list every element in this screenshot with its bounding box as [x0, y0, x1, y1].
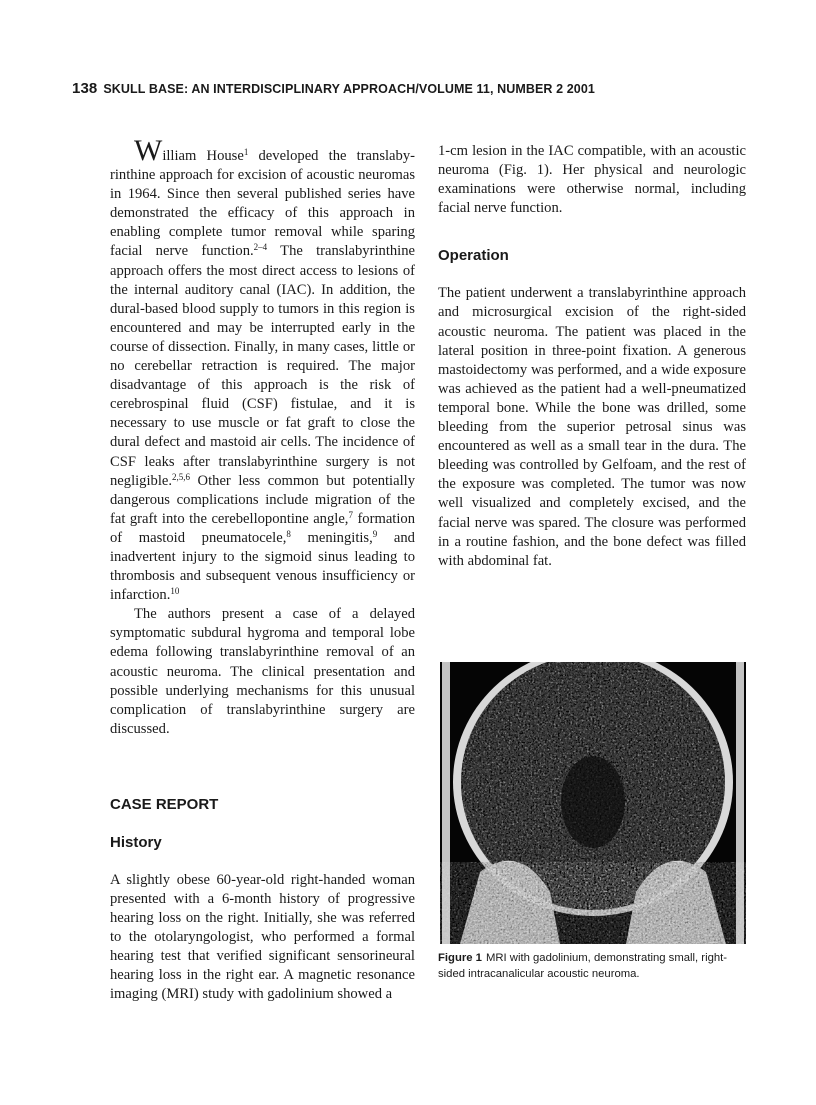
drop-cap: W — [134, 134, 163, 167]
citation-superscript: 8 — [286, 528, 291, 539]
operation-heading: Operation — [438, 247, 509, 265]
citation-superscript: 10 — [170, 586, 180, 597]
citation-superscript: 7 — [348, 509, 353, 520]
right-column — [438, 142, 746, 571]
history-continuation: 1-cm lesion in the IAC compatible, with an acoustic neuroma (Fig. 1). Her physical and neurologic examinations were otherwise normal, including facial nerve function. — [438, 143, 746, 217]
mri-scan-illustration — [440, 662, 746, 944]
figure-caption-text: MRI with gadolinium, demonstrating small, right-sided intracanalicular acoustic neuroma. — [438, 952, 728, 980]
figure-caption — [438, 950, 750, 982]
intro-text-segment: formation of mastoid pneumatocele, — [110, 510, 415, 546]
intro-paragraph-2: The authors present a case of a delayed symptomatic subdural hygroma and temporal lobe edema following translabyrinthine removal of an acoustic neuroma. The clinical presentation and possible underlying mechanisms for this unusual complication of translabyrinthine surgery are discussed. — [110, 606, 415, 737]
operation-paragraph: The patient underwent a translabyrinthine approach and microsurgical excision of the right-sided acoustic neuroma. The patient was placed in the lateral position in three-point fixation. A generous mastoidectomy was performed, and a wide exposure was achieved as the patient had a well-pneumatized temporal bone. While the bone was drilled, some bleeding from the superior petrosal sinus was encountered as well as a small tear in the dura. The bleeding was controlled by Gelfoam, and the rest of the exposure was completed. The tumor was now well visualized and completely excised, and the facial nerve was spared. The closure was performed in a routine fashion, and the bone defect was filled with abdominal fat. — [438, 285, 746, 569]
citation-superscript: 2–4 — [253, 242, 268, 253]
citation-superscript: 9 — [372, 528, 378, 539]
citation-superscript: 2,5,6 — [172, 471, 191, 482]
history-paragraph: A slightly obese 60-year-old right-handed woman presented with a 6-month history of progressive hearing loss on the right. Initially, she was referred to the otolaryngologist, who performed a formal hearing test that verified significant sensorineural hearing loss in the right ear. A magnetic resonance imaging (MRI) study with gadolinium showed a — [110, 871, 415, 1003]
intro-text-segment: and inadvertent injury to the sigmoid sinus leading to thrombosis and subsequent venous insufficiency or infarction. — [110, 529, 415, 604]
left-column — [110, 134, 415, 1005]
figure-label: Figure 1 — [438, 952, 482, 964]
page-number: 138 — [72, 80, 98, 97]
journal-title: SKULL BASE: AN INTERDISCIPLINARY APPROACH/VOLUME 11, NUMBER 2 2001 — [103, 82, 595, 96]
intro-text-segment: illiam House — [162, 148, 244, 164]
history-heading: History — [110, 833, 162, 851]
intro-text-segment: The translabyrinthine approach offers the most direct access to lesions of the internal auditory canal (IAC). In addition, the dural-based blood supply to tumors in this region is encountered and may be interrupted early in the course of dissection. Finally, in many cases, little or no cerebellar retraction is required. The major disadvantage of this approach is the risk of cerebrospinal fluid (CSF) fistulae, and it is necessary to use muscle or fat graft to close the dural defect and mastoid air cells. The incidence of CSF leaks after translabyrinthine surgery is not negligible. — [110, 243, 415, 489]
running-header — [72, 80, 752, 97]
mri-figure-image — [440, 662, 746, 944]
intro-paragraph-1 — [110, 134, 415, 605]
citation-superscript: 1 — [243, 147, 249, 157]
intro-text-segment: Other less common but potentially dangerous complications include migration of the fat graft into the cerebellopontine angle, — [110, 472, 415, 527]
intro-text-segment: meningitis, — [290, 529, 373, 546]
case-report-heading: CASE REPORT — [110, 795, 219, 813]
intro-text-segment: developed the translaby-rinthine approach for excision of acoustic neuromas in 1964. Since then several published series have demonstrated the efficacy of this approach in enabling complete tumor removal while sparing facial nerve function. — [110, 148, 415, 260]
